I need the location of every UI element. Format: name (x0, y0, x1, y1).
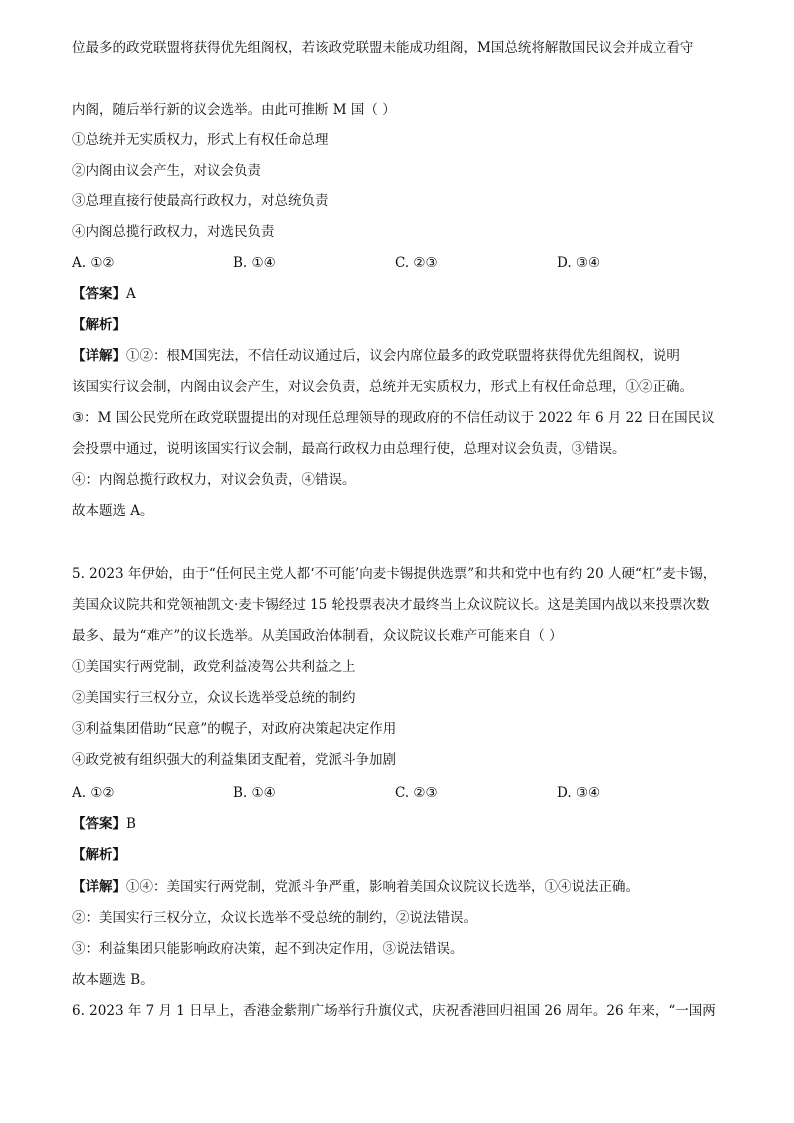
detail-label: 【详解】 (72, 348, 126, 364)
question-4-detail-line-3: ③：M 国公民党所在政党联盟提出的对现任总理领导的现政府的不信任动议于 2022 年 6 月 22 日在国民议 (72, 410, 715, 426)
answer-value: B (126, 816, 136, 832)
question-5-stem-line-3: 最多、最为“难产”的议长选举。从美国政治体制看，众议院议长难产可能来自（ ） (72, 628, 563, 644)
question-5-option-d: D. ③④ (557, 785, 601, 801)
answer-value: A (126, 286, 136, 302)
question-4-item-3: ③总理直接行使最高行政权力，对总统负责 (72, 193, 329, 209)
question-4-item-2: ②内阁由议会产生，对议会负责 (72, 163, 261, 179)
question-4-stem-line-1: 位最多的政党联盟将获得优先组阁权，若该政党联盟未能成功组阁，M国总统将解散国民议会并成立看守 (72, 40, 694, 56)
question-4-option-d: D. ③④ (557, 255, 601, 271)
answer-label: 【答案】 (72, 286, 126, 302)
question-4-item-1: ①总统并无实质权力，形式上有权任命总理 (72, 132, 329, 148)
detail-text: ①④：美国实行两党制，党派斗争严重，影响着美国众议院议长选举，①④说法正确。 (126, 879, 639, 895)
question-4-detail-line-2: 该国实行议会制，内阁由议会产生，对议会负责，总统并无实质权力，形式上有权任命总理，①②正确。 (72, 379, 693, 395)
question-4-option-a: A. ①② (72, 255, 115, 271)
question-5-stem-line-2: 美国众议院共和党领袖凯文·麦卡锡经过 15 轮投票表决才最终当上众议院议长。这是美国内战以来投票次数 (72, 597, 710, 613)
question-4-option-c: C. ②③ (395, 255, 438, 271)
question-4-detail-line-1 (72, 346, 732, 366)
question-4-conclusion: 故本题选 A。 (72, 503, 154, 519)
question-4-detail-line-5: ④：内阁总揽行政权力，对议会负责，④错误。 (72, 472, 356, 488)
question-5-option-c: C. ②③ (395, 785, 438, 801)
answer-label: 【答案】 (72, 816, 126, 832)
detail-text: ①②：根M国宪法，不信任动议通过后，议会内席位最多的政党联盟将获得优先组阁权，说明 (126, 348, 680, 364)
question-5-answer (72, 814, 732, 834)
question-4-detail-line-4: 会投票中通过，说明该国实行议会制，最高行政权力由总理行使，总理对议会负责，③错误。 (72, 441, 626, 457)
question-5-stem-line-1: 5. 2023 年伊始，由于“任何民主党人都‘不可能’向麦卡锡提供选票”和共和党中也有约 20 人硬“杠”麦卡锡， (72, 566, 717, 582)
question-4-item-4: ④内阁总揽行政权力，对选民负责 (72, 224, 275, 240)
question-5-item-3: ③利益集团借助“民意”的幌子，对政府决策起决定作用 (72, 721, 397, 737)
question-5-item-2: ②美国实行三权分立，众议长选举受总统的制约 (72, 690, 356, 706)
question-5-option-b: B. ①④ (233, 785, 276, 801)
question-5-analysis-label: 【解析】 (72, 847, 126, 863)
detail-label: 【详解】 (72, 879, 126, 895)
question-5-option-a: A. ①② (72, 785, 115, 801)
question-5-detail-line-1 (72, 877, 732, 897)
question-4-analysis-label: 【解析】 (72, 317, 126, 333)
question-5-item-4: ④政党被有组织强大的利益集团支配着，党派斗争加剧 (72, 752, 396, 768)
question-5-conclusion: 故本题选 B。 (72, 972, 154, 988)
question-4-stem-line-2: 内阁，随后举行新的议会选举。由此可推断 M 国（ ） (72, 102, 396, 118)
question-4-option-b: B. ①④ (233, 255, 276, 271)
question-6-stem-line-1: 6. 2023 年 7 月 1 日早上，香港金紫荆广场举行升旗仪式，庆祝香港回归祖国 26 周年。26 年来，“一国两 (72, 1003, 716, 1019)
question-5-detail-line-2: ②：美国实行三权分立，众议长选举不受总统的制约，②说法错误。 (72, 910, 477, 926)
question-4-answer (72, 284, 732, 304)
question-5-detail-line-3: ③：利益集团只能影响政府决策，起不到决定作用，③说法错误。 (72, 941, 464, 957)
question-5-item-1: ①美国实行两党制，政党利益凌驾公共利益之上 (72, 659, 356, 675)
